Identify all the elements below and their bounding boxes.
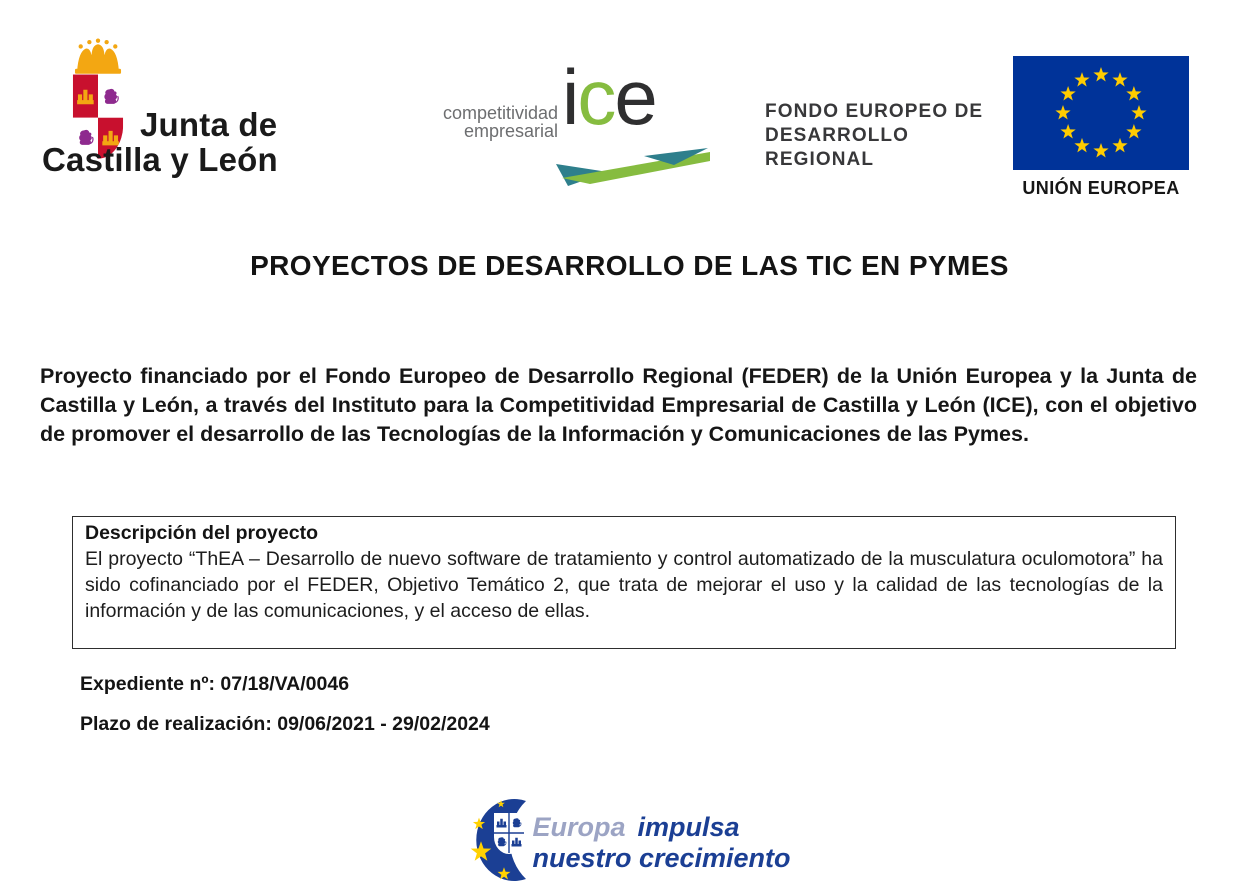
footer-logo [0,797,1259,885]
ice-tagline-line2: empresarial [463,121,558,141]
footer-slogan [532,808,790,874]
feder-line1: FONDO EUROPEO DE [765,101,984,122]
eu-flag-icon [1013,56,1189,170]
ice-letter-i: i [562,53,578,141]
feder-line3: REGIONAL [765,149,875,170]
footer-slogan-line1 [532,812,790,843]
feder-line2: DESARROLLO [765,125,909,146]
footer-word-europa: Europa [532,812,626,842]
ice-wordmark [562,53,656,141]
ice-swoosh-icon [556,147,710,187]
project-description-box [72,516,1176,649]
intro-paragraph: Proyecto financiado por el Fondo Europeo de Desarrollo Regional (FEDER) de la Unión Europea y la Junta de Castilla y León, a través del Instituto para la Competitividad Empresarial de Castilla y León (ICE), con el objetivo de promover el desarrollo de las Tecnologías de la Información y Comunicaciones de las Pymes. [40,364,1197,446]
expediente-line: Expediente nº: 07/18/VA/0046 [80,673,350,695]
ice-letter-c: c [577,53,615,141]
ice-tagline [408,104,558,140]
emblem-shield [494,813,524,854]
ice-letter-e: e [614,53,656,141]
footer-slogan-line2: nuestro crecimiento [532,843,791,873]
footer-word-impulsa: impulsa [637,812,740,842]
jcyl-logo-text-line1: Junta de [140,106,278,143]
eu-label: UNIÓN EUROPEA [1022,178,1180,198]
description-heading: Descripción del proyecto [85,522,318,544]
page-title: PROYECTOS DE DESARROLLO DE LAS TIC EN PYMES [250,250,1009,281]
ice-tagline-line1: competitividad [442,103,558,123]
jcyl-crown [75,39,121,74]
plazo-line: Plazo de realización: 09/06/2021 - 29/02/2024 [80,713,490,735]
jcyl-logo-text-line2: Castilla y León [42,141,278,178]
feder-text-block [765,100,983,172]
description-body: El proyecto “ThEA – Desarrollo de nuevo software de tratamiento y control automatizado de la musculatura oculomotora” ha sido cofinanciado por el FEDER, Objetivo Temático 2, que trata de mejorar el uso y la calidad de las tecnologías de la información y de las comunicaciones, y el acceso de ellas. [85,548,1163,622]
